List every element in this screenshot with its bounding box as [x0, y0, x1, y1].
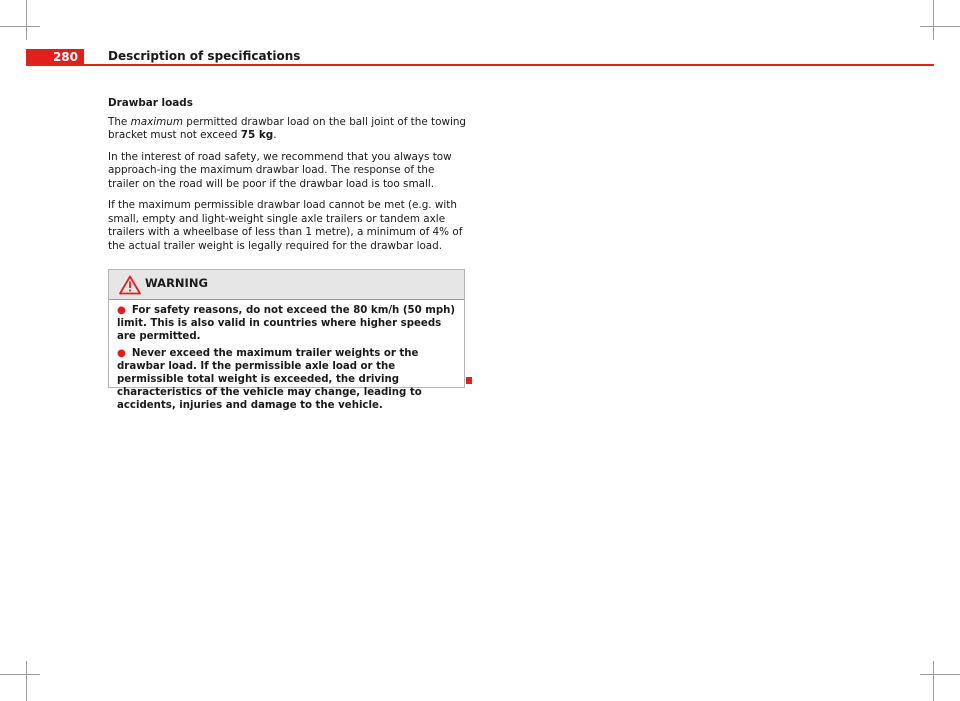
warning-triangle-icon: [119, 275, 141, 295]
warning-header: [109, 270, 464, 300]
crop-mark: [0, 26, 40, 27]
text-span: permitted drawbar load on the ball joint of the towing bracket must not exceed: [108, 115, 467, 141]
warning-box: [108, 269, 465, 411]
warning-item: [117, 348, 456, 412]
paragraph-road-safety: In the interest of road safety, we recommend that you always tow approach-ing the maximum drawbar load. The response of the trailer on the road will be poor if the drawbar load is too small.: [108, 150, 452, 190]
page-number-badge: [26, 49, 84, 66]
page-number: 280: [52, 50, 78, 64]
crop-mark: [0, 674, 40, 675]
crop-mark: [26, 661, 27, 701]
paragraph-minimum-load: If the maximum permissible drawbar load cannot be met (e.g. with small, empty and light-weight single axle trailers or tandem axle trailers with a wheelbase of less than 1 metre), a minimum of 4% of the actual trailer weight is legally required for the drawbar load.: [108, 199, 463, 252]
warning-item-text: Never exceed the maximum trailer weights or the drawbar load. If the permissible axle load or the permissible total weight is exceeded, the driving characteristics of the vehicle may change, leading to accidents, injuries and damage to the vehicle.: [117, 348, 422, 411]
bullet-icon: ●: [117, 348, 126, 360]
section-end-mark: [466, 377, 472, 384]
bullet-icon: ●: [117, 305, 126, 316]
section-content: [108, 97, 468, 261]
crop-mark: [920, 26, 960, 27]
bold-value: 75 kg: [240, 129, 274, 141]
header-rule: [84, 64, 934, 66]
page-title: Description of specifications: [108, 49, 301, 63]
text-span: The: [108, 115, 131, 128]
crop-mark: [933, 0, 934, 40]
paragraph-max-load: [108, 116, 468, 143]
emphasis-text: maximum: [130, 115, 183, 128]
warning-title: WARNING: [145, 276, 208, 290]
crop-mark: [26, 0, 27, 40]
warning-item-text: For safety reasons, do not exceed the 80 km/h (50 mph) limit. This is also valid in countries where higher speeds are permitted.: [117, 305, 456, 342]
text-span: .: [273, 129, 277, 141]
warning-body: [109, 300, 464, 412]
section-heading: Drawbar loads: [108, 97, 193, 109]
warning-item: [117, 305, 456, 343]
crop-mark: [920, 674, 960, 675]
crop-mark: [933, 661, 934, 701]
